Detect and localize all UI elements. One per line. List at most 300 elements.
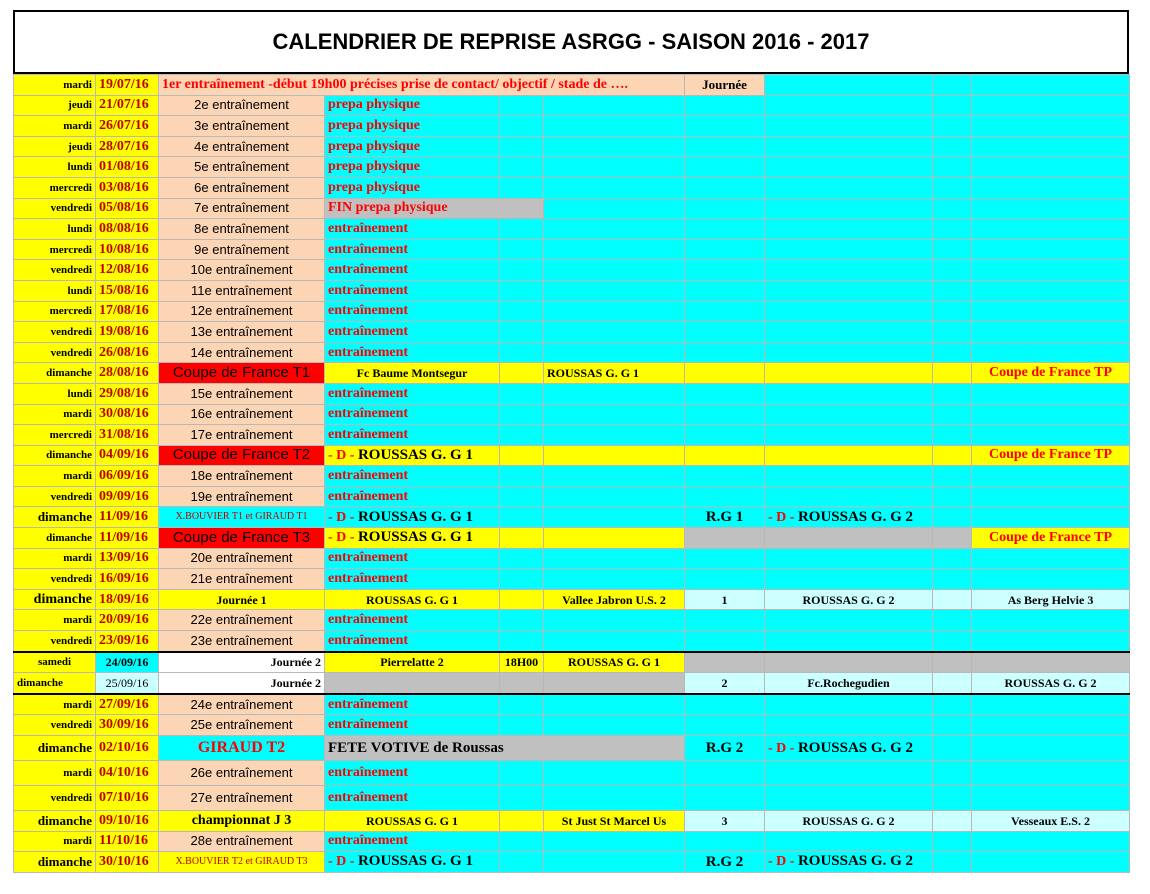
empty-cell[interactable] — [500, 136, 544, 157]
cup-tp-cell[interactable]: Coupe de France TP — [972, 363, 1130, 384]
activity-cell[interactable]: prepa physique — [325, 136, 500, 157]
empty-cell[interactable] — [765, 177, 933, 198]
day-cell[interactable]: vendredi — [14, 322, 96, 343]
training-cell[interactable]: 21e entraînement — [159, 569, 325, 590]
empty-cell[interactable] — [500, 301, 544, 322]
day-cell[interactable]: jeudi — [14, 136, 96, 157]
empty-cell[interactable] — [765, 486, 933, 507]
empty-cell[interactable] — [685, 198, 765, 219]
empty-cell[interactable] — [933, 136, 972, 157]
empty-cell[interactable] — [933, 811, 972, 832]
date-cell[interactable]: 04/09/16 — [96, 445, 159, 466]
empty-cell[interactable] — [972, 239, 1130, 260]
empty-cell[interactable] — [933, 280, 972, 301]
empty-cell[interactable] — [933, 761, 972, 786]
date-cell[interactable]: 05/08/16 — [96, 198, 159, 219]
empty-cell[interactable] — [685, 322, 765, 343]
empty-cell[interactable] — [933, 715, 972, 736]
empty-cell[interactable] — [500, 715, 544, 736]
training-cell[interactable]: 3e entraînement — [159, 116, 325, 137]
match-cell[interactable] — [325, 445, 500, 466]
empty-cell[interactable] — [685, 301, 765, 322]
day-cell[interactable]: jeudi — [14, 95, 96, 116]
opponent-cell[interactable]: Vallee Jabron U.S. 2 — [544, 589, 685, 610]
date-cell[interactable]: 27/09/16 — [96, 694, 159, 715]
activity-cell[interactable]: entraînement — [325, 694, 500, 715]
empty-cell[interactable] — [685, 548, 765, 569]
empty-cell[interactable] — [972, 548, 1130, 569]
cup-cell[interactable]: Coupe de France T1 — [159, 363, 325, 384]
opponent-cell[interactable]: St Just St Marcel Us — [544, 811, 685, 832]
date-cell[interactable]: 12/08/16 — [96, 260, 159, 281]
empty-cell[interactable] — [972, 157, 1130, 178]
empty-cell[interactable] — [685, 631, 765, 652]
date-cell[interactable]: 26/08/16 — [96, 342, 159, 363]
empty-cell[interactable] — [765, 301, 933, 322]
date-cell[interactable]: 11/09/16 — [96, 528, 159, 549]
round-cell[interactable]: Journée 1 — [159, 589, 325, 610]
day-cell[interactable]: dimanche — [14, 445, 96, 466]
date-cell[interactable]: 11/09/16 — [96, 507, 159, 528]
empty-cell[interactable] — [544, 136, 685, 157]
empty-cell[interactable] — [933, 507, 972, 528]
empty-cell[interactable] — [685, 425, 765, 446]
empty-cell[interactable] — [972, 342, 1130, 363]
day-cell[interactable]: vendredi — [14, 486, 96, 507]
empty-cell[interactable] — [500, 610, 544, 631]
activity-cell[interactable]: entraînement — [325, 280, 500, 301]
note-cell[interactable]: 1er entraînement -début 19h00 précises prise de contact/ objectif / stade de …. — [159, 75, 685, 96]
empty-cell[interactable] — [685, 786, 765, 811]
round-cell[interactable]: Journée 2 — [159, 673, 325, 694]
empty-cell[interactable] — [685, 116, 765, 137]
day-cell[interactable]: lundi — [14, 157, 96, 178]
empty-cell[interactable] — [933, 342, 972, 363]
empty-cell[interactable] — [933, 528, 972, 549]
date-cell[interactable]: 29/08/16 — [96, 383, 159, 404]
empty-cell[interactable] — [685, 157, 765, 178]
empty-cell[interactable] — [500, 445, 544, 466]
empty-cell[interactable] — [765, 466, 933, 487]
training-cell[interactable]: 25e entraînement — [159, 715, 325, 736]
activity-cell[interactable]: entraînement — [325, 425, 500, 446]
empty-cell[interactable] — [544, 786, 685, 811]
training-cell[interactable]: 26e entraînement — [159, 761, 325, 786]
empty-cell[interactable] — [500, 761, 544, 786]
day-cell[interactable]: mercredi — [14, 425, 96, 446]
empty-cell[interactable] — [500, 177, 544, 198]
empty-cell[interactable] — [544, 219, 685, 240]
empty-cell[interactable] — [972, 694, 1130, 715]
empty-cell[interactable] — [972, 322, 1130, 343]
training-cell[interactable]: 8e entraînement — [159, 219, 325, 240]
empty-cell[interactable] — [544, 445, 685, 466]
empty-cell[interactable] — [500, 786, 544, 811]
day-cell[interactable]: dimanche — [14, 589, 96, 610]
round-cell[interactable]: championnat J 3 — [159, 811, 325, 832]
empty-cell[interactable] — [500, 363, 544, 384]
date-cell[interactable]: 30/10/16 — [96, 852, 159, 873]
day-cell[interactable]: mardi — [14, 761, 96, 786]
date-cell[interactable]: 08/08/16 — [96, 219, 159, 240]
day-cell[interactable]: mercredi — [14, 177, 96, 198]
empty-cell[interactable] — [765, 157, 933, 178]
empty-cell[interactable] — [933, 198, 972, 219]
empty-cell[interactable] — [544, 260, 685, 281]
referee-cell[interactable]: X.BOUVIER T1 et GIRAUD T1 — [159, 507, 325, 528]
match-cell[interactable] — [765, 736, 933, 761]
cup-tp-cell[interactable]: Coupe de France TP — [972, 445, 1130, 466]
match-cell[interactable] — [765, 507, 933, 528]
empty-cell[interactable] — [500, 548, 544, 569]
empty-cell[interactable] — [765, 342, 933, 363]
empty-cell[interactable] — [685, 363, 765, 384]
empty-cell[interactable] — [544, 177, 685, 198]
empty-cell[interactable] — [544, 116, 685, 137]
team-cell[interactable]: ROUSSAS G. G 1 — [325, 811, 500, 832]
empty-cell[interactable] — [972, 761, 1130, 786]
empty-cell[interactable] — [933, 852, 972, 873]
day-cell[interactable]: mardi — [14, 466, 96, 487]
empty-cell[interactable] — [685, 569, 765, 590]
empty-cell[interactable] — [544, 507, 685, 528]
empty-cell[interactable] — [765, 610, 933, 631]
empty-cell[interactable] — [544, 761, 685, 786]
date-cell[interactable]: 20/09/16 — [96, 610, 159, 631]
empty-cell[interactable] — [933, 445, 972, 466]
day-cell[interactable]: dimanche — [14, 673, 96, 694]
training-cell[interactable]: 6e entraînement — [159, 177, 325, 198]
empty-cell[interactable] — [500, 673, 544, 694]
day-cell[interactable]: dimanche — [14, 811, 96, 832]
activity-cell[interactable]: entraînement — [325, 322, 500, 343]
date-cell[interactable]: 16/09/16 — [96, 569, 159, 590]
opponent-cell[interactable]: As Berg Helvie 3 — [972, 589, 1130, 610]
activity-cell[interactable]: entraînement — [325, 786, 500, 811]
opponent-cell[interactable]: Fc Baume Montsegur — [325, 363, 500, 384]
match-cell[interactable] — [325, 528, 500, 549]
activity-cell[interactable]: entraînement — [325, 761, 500, 786]
rg-cell[interactable]: R.G 2 — [685, 736, 765, 761]
empty-cell[interactable] — [933, 75, 972, 96]
day-cell[interactable]: vendredi — [14, 342, 96, 363]
empty-cell[interactable] — [685, 95, 765, 116]
activity-cell[interactable]: entraînement — [325, 342, 500, 363]
day-cell[interactable]: samedi — [14, 652, 96, 673]
empty-cell[interactable] — [544, 852, 685, 873]
empty-cell[interactable] — [544, 322, 685, 343]
activity-cell[interactable]: prepa physique — [325, 95, 500, 116]
empty-cell[interactable] — [685, 761, 765, 786]
empty-cell[interactable] — [544, 301, 685, 322]
activity-cell[interactable]: entraînement — [325, 239, 500, 260]
empty-cell[interactable] — [765, 761, 933, 786]
activity-cell[interactable]: entraînement — [325, 715, 500, 736]
empty-cell[interactable] — [685, 280, 765, 301]
match-cell[interactable] — [765, 852, 933, 873]
training-cell[interactable]: 27e entraînement — [159, 786, 325, 811]
date-cell[interactable]: 25/09/16 — [96, 673, 159, 694]
empty-cell[interactable] — [765, 280, 933, 301]
empty-cell[interactable] — [765, 322, 933, 343]
empty-cell[interactable] — [765, 219, 933, 240]
empty-cell[interactable] — [933, 301, 972, 322]
empty-cell[interactable] — [500, 811, 544, 832]
date-cell[interactable]: 28/08/16 — [96, 363, 159, 384]
empty-cell[interactable] — [500, 831, 544, 852]
empty-cell[interactable] — [972, 831, 1130, 852]
activity-cell[interactable]: entraînement — [325, 301, 500, 322]
empty-cell[interactable] — [500, 322, 544, 343]
day-cell[interactable]: mercredi — [14, 301, 96, 322]
empty-cell[interactable] — [765, 75, 933, 96]
empty-cell[interactable] — [933, 116, 972, 137]
team-cell[interactable]: ROUSSAS G. G 1 — [325, 589, 500, 610]
empty-cell[interactable] — [765, 528, 933, 549]
empty-cell[interactable] — [765, 260, 933, 281]
referee-cell[interactable]: GIRAUD T2 — [159, 736, 325, 761]
empty-cell[interactable] — [544, 280, 685, 301]
empty-cell[interactable] — [933, 322, 972, 343]
activity-cell[interactable]: entraînement — [325, 260, 500, 281]
empty-cell[interactable] — [972, 177, 1130, 198]
empty-cell[interactable] — [685, 466, 765, 487]
empty-cell[interactable] — [933, 95, 972, 116]
empty-cell[interactable] — [544, 466, 685, 487]
date-cell[interactable]: 04/10/16 — [96, 761, 159, 786]
empty-cell[interactable] — [972, 404, 1130, 425]
empty-cell[interactable] — [685, 694, 765, 715]
empty-cell[interactable] — [500, 342, 544, 363]
date-cell[interactable]: 10/08/16 — [96, 239, 159, 260]
empty-cell[interactable] — [500, 157, 544, 178]
empty-cell[interactable] — [972, 486, 1130, 507]
team-cell[interactable]: ROUSSAS G. G 1 — [544, 363, 685, 384]
round-cell[interactable]: Journée 2 — [159, 652, 325, 673]
date-cell[interactable]: 07/10/16 — [96, 786, 159, 811]
empty-cell[interactable] — [685, 610, 765, 631]
empty-cell[interactable] — [544, 342, 685, 363]
empty-cell[interactable] — [933, 239, 972, 260]
training-cell[interactable]: 9e entraînement — [159, 239, 325, 260]
empty-cell[interactable] — [500, 116, 544, 137]
empty-cell[interactable] — [765, 383, 933, 404]
empty-cell[interactable] — [933, 673, 972, 694]
day-cell[interactable]: dimanche — [14, 852, 96, 873]
event-cell[interactable]: FETE VOTIVE de Roussas — [325, 736, 685, 761]
cup-cell[interactable]: Coupe de France T3 — [159, 528, 325, 549]
empty-cell[interactable] — [685, 239, 765, 260]
date-cell[interactable]: 28/07/16 — [96, 136, 159, 157]
day-cell[interactable]: lundi — [14, 280, 96, 301]
training-cell[interactable]: 16e entraînement — [159, 404, 325, 425]
empty-cell[interactable] — [544, 383, 685, 404]
empty-cell[interactable] — [972, 219, 1130, 240]
training-cell[interactable]: 10e entraînement — [159, 260, 325, 281]
empty-cell[interactable] — [972, 652, 1130, 673]
empty-cell[interactable] — [933, 736, 972, 761]
round-number-cell[interactable]: 3 — [685, 811, 765, 832]
empty-cell[interactable] — [544, 569, 685, 590]
journee-cell[interactable]: Journée — [685, 75, 765, 96]
empty-cell[interactable] — [765, 404, 933, 425]
round-number-cell[interactable]: 1 — [685, 589, 765, 610]
empty-cell[interactable] — [933, 466, 972, 487]
empty-cell[interactable] — [972, 631, 1130, 652]
day-cell[interactable]: mardi — [14, 404, 96, 425]
empty-cell[interactable] — [972, 715, 1130, 736]
empty-cell[interactable] — [972, 425, 1130, 446]
team-cell[interactable]: ROUSSAS G. G 1 — [544, 652, 685, 673]
empty-cell[interactable] — [765, 136, 933, 157]
empty-cell[interactable] — [544, 157, 685, 178]
empty-cell[interactable] — [933, 177, 972, 198]
date-cell[interactable]: 13/09/16 — [96, 548, 159, 569]
empty-cell[interactable] — [972, 116, 1130, 137]
training-cell[interactable]: 7e entraînement — [159, 198, 325, 219]
empty-cell[interactable] — [972, 383, 1130, 404]
empty-cell[interactable] — [933, 589, 972, 610]
training-cell[interactable]: 22e entraînement — [159, 610, 325, 631]
match-cell[interactable] — [325, 852, 500, 873]
opponent-cell[interactable]: Vesseaux E.S. 2 — [972, 811, 1130, 832]
empty-cell[interactable] — [544, 425, 685, 446]
round-number-cell[interactable]: 2 — [685, 673, 765, 694]
day-cell[interactable]: mardi — [14, 116, 96, 137]
training-cell[interactable]: 19e entraînement — [159, 486, 325, 507]
empty-cell[interactable] — [500, 280, 544, 301]
empty-cell[interactable] — [500, 95, 544, 116]
empty-cell[interactable] — [933, 486, 972, 507]
date-cell[interactable]: 19/08/16 — [96, 322, 159, 343]
empty-cell[interactable] — [765, 239, 933, 260]
empty-cell[interactable] — [765, 363, 933, 384]
empty-cell[interactable] — [765, 694, 933, 715]
empty-cell[interactable] — [685, 260, 765, 281]
empty-cell[interactable] — [972, 786, 1130, 811]
empty-cell[interactable] — [544, 198, 685, 219]
empty-cell[interactable] — [544, 95, 685, 116]
date-cell[interactable]: 26/07/16 — [96, 116, 159, 137]
empty-cell[interactable] — [972, 280, 1130, 301]
empty-cell[interactable] — [765, 445, 933, 466]
rg-cell[interactable]: R.G 1 — [685, 507, 765, 528]
activity-cell[interactable]: entraînement — [325, 383, 500, 404]
date-cell[interactable]: 01/08/16 — [96, 157, 159, 178]
empty-cell[interactable] — [544, 694, 685, 715]
day-cell[interactable]: mardi — [14, 831, 96, 852]
day-cell[interactable]: lundi — [14, 383, 96, 404]
empty-cell[interactable] — [972, 507, 1130, 528]
empty-cell[interactable] — [685, 445, 765, 466]
empty-cell[interactable] — [685, 177, 765, 198]
empty-cell[interactable] — [933, 219, 972, 240]
date-cell[interactable]: 11/10/16 — [96, 831, 159, 852]
empty-cell[interactable] — [933, 694, 972, 715]
date-cell[interactable]: 30/08/16 — [96, 404, 159, 425]
activity-cell[interactable]: entraînement — [325, 569, 500, 590]
team-cell[interactable]: ROUSSAS G. G 2 — [972, 673, 1130, 694]
empty-cell[interactable] — [544, 831, 685, 852]
empty-cell[interactable] — [685, 136, 765, 157]
empty-cell[interactable] — [972, 260, 1130, 281]
activity-cell[interactable]: prepa physique — [325, 157, 500, 178]
training-cell[interactable]: 5e entraînement — [159, 157, 325, 178]
empty-cell[interactable] — [765, 786, 933, 811]
empty-cell[interactable] — [972, 136, 1130, 157]
date-cell[interactable]: 15/08/16 — [96, 280, 159, 301]
day-cell[interactable]: vendredi — [14, 715, 96, 736]
training-cell[interactable]: 18e entraînement — [159, 466, 325, 487]
empty-cell[interactable] — [933, 631, 972, 652]
empty-cell[interactable] — [685, 486, 765, 507]
cup-tp-cell[interactable]: Coupe de France TP — [972, 528, 1130, 549]
training-cell[interactable]: 2e entraînement — [159, 95, 325, 116]
empty-cell[interactable] — [500, 569, 544, 590]
team-cell[interactable]: ROUSSAS G. G 2 — [765, 589, 933, 610]
empty-cell[interactable] — [933, 404, 972, 425]
day-cell[interactable]: mardi — [14, 694, 96, 715]
empty-cell[interactable] — [500, 507, 544, 528]
day-cell[interactable]: mardi — [14, 75, 96, 96]
activity-cell[interactable]: prepa physique — [325, 116, 500, 137]
day-cell[interactable]: vendredi — [14, 569, 96, 590]
empty-cell[interactable] — [765, 548, 933, 569]
date-cell[interactable]: 21/07/16 — [96, 95, 159, 116]
training-cell[interactable]: 4e entraînement — [159, 136, 325, 157]
activity-cell[interactable]: FIN prepa physique — [325, 198, 544, 219]
referee-cell[interactable]: X.BOUVIER T2 et GIRAUD T3 — [159, 852, 325, 873]
empty-cell[interactable] — [544, 631, 685, 652]
empty-cell[interactable] — [933, 425, 972, 446]
training-cell[interactable]: 11e entraînement — [159, 280, 325, 301]
empty-cell[interactable] — [500, 694, 544, 715]
empty-cell[interactable] — [544, 673, 685, 694]
empty-cell[interactable] — [972, 198, 1130, 219]
empty-cell[interactable] — [500, 852, 544, 873]
empty-cell[interactable] — [972, 569, 1130, 590]
empty-cell[interactable] — [685, 831, 765, 852]
day-cell[interactable]: mardi — [14, 548, 96, 569]
opponent-cell[interactable]: Pierrelatte 2 — [325, 652, 500, 673]
empty-cell[interactable] — [972, 610, 1130, 631]
empty-cell[interactable] — [933, 260, 972, 281]
empty-cell[interactable] — [685, 652, 765, 673]
date-cell[interactable]: 09/10/16 — [96, 811, 159, 832]
day-cell[interactable]: vendredi — [14, 260, 96, 281]
empty-cell[interactable] — [685, 383, 765, 404]
day-cell[interactable]: vendredi — [14, 631, 96, 652]
empty-cell[interactable] — [765, 425, 933, 446]
empty-cell[interactable] — [685, 528, 765, 549]
day-cell[interactable]: vendredi — [14, 786, 96, 811]
training-cell[interactable]: 12e entraînement — [159, 301, 325, 322]
day-cell[interactable]: dimanche — [14, 736, 96, 761]
activity-cell[interactable]: entraînement — [325, 831, 500, 852]
activity-cell[interactable]: entraînement — [325, 486, 500, 507]
empty-cell[interactable] — [933, 831, 972, 852]
day-cell[interactable]: vendredi — [14, 198, 96, 219]
training-cell[interactable]: 23e entraînement — [159, 631, 325, 652]
date-cell[interactable]: 17/08/16 — [96, 301, 159, 322]
empty-cell[interactable] — [544, 486, 685, 507]
date-cell[interactable]: 31/08/16 — [96, 425, 159, 446]
empty-cell[interactable] — [500, 486, 544, 507]
day-cell[interactable]: lundi — [14, 219, 96, 240]
empty-cell[interactable] — [325, 673, 500, 694]
day-cell[interactable]: dimanche — [14, 363, 96, 384]
day-cell[interactable]: mercredi — [14, 239, 96, 260]
